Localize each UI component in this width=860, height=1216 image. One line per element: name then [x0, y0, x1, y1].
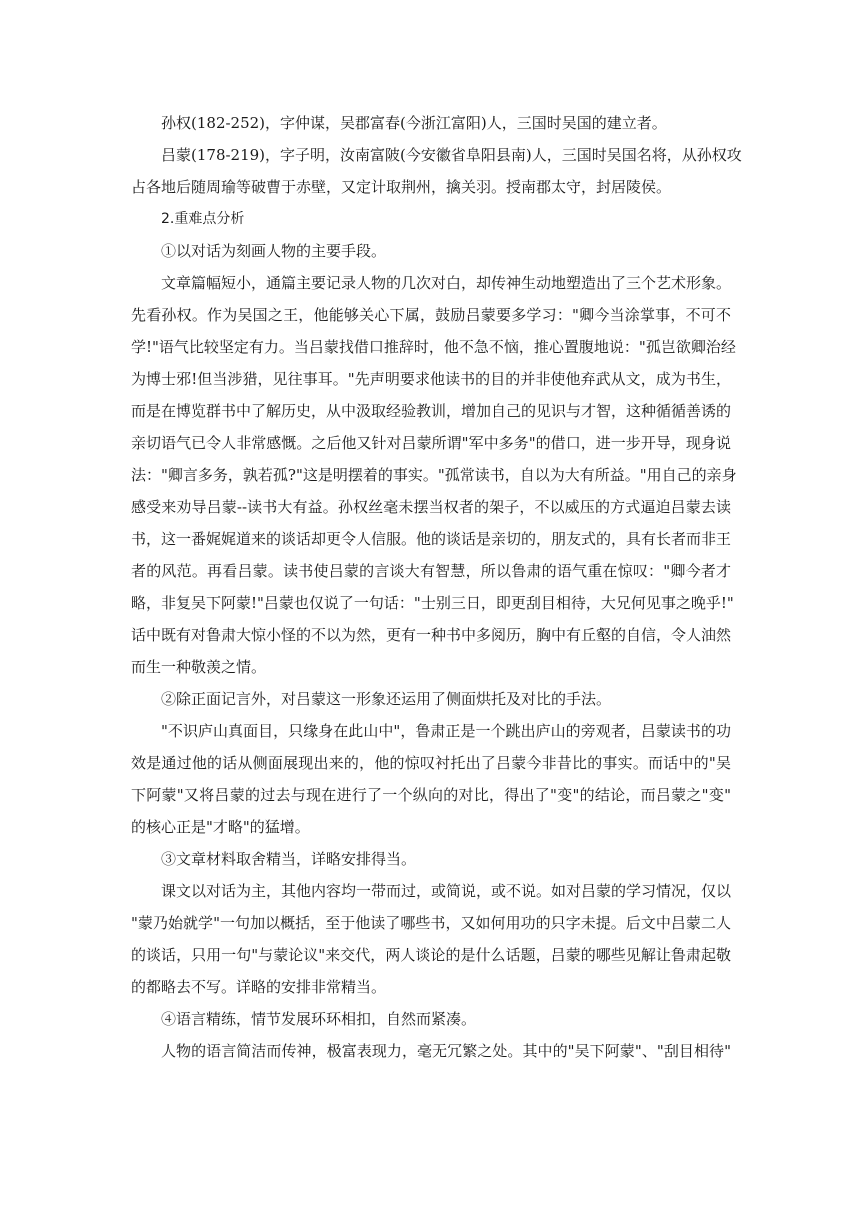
text-line: ①以对话为刻画人物的主要手段。 — [161, 242, 387, 260]
text-line: 书，这一番娓娓道来的谈话却更令人信服。他的谈话是亲切的，朋友式的，具有长者而非王 — [131, 530, 732, 548]
document-body — [131, 107, 742, 1067]
point-heading-1 — [131, 235, 731, 267]
text-line: 孙权(182-252)，字仲谋，吴郡富春(今浙江富阳)人，三国时吴国的建立者。 — [161, 114, 667, 132]
text-line: 的核心正是"才略"的猛增。 — [131, 818, 310, 836]
paragraph-dialogue-analysis — [131, 267, 737, 683]
text-line: 为博士邪!但当涉猎，见往事耳。"先声明要求他读书的目的并非使他弃武从文，成为书生， — [131, 370, 731, 388]
text-line: 吕蒙(178-219)，字子明，汝南富陂(今安徽省阜阳县南)人，三国时吴国名将，从孙权攻 — [161, 146, 742, 164]
text-line: "不识庐山真面目，只缘身在此山中"，鲁肃正是一个跳出庐山的旁观者，吕蒙读书的功 — [161, 722, 731, 740]
text-line: 效是通过他的话从侧面展现出来的，他的惊叹衬托出了吕蒙今非昔比的事实。而话中的"吴 — [131, 754, 731, 772]
paragraph-contrast-analysis — [131, 715, 731, 843]
text-line: 学!"语气比较坚定有力。当吕蒙找借口推辞时，他不急不恼，推心置腹地说："孤岂欲卿治经 — [131, 338, 736, 356]
text-line: 的谈话，只用一句"与蒙论议"来交代，两人谈论的是什么话题，吕蒙的哪些见解让鲁肃起敬 — [131, 946, 731, 964]
text-line: 法："卿言多务，孰若孤?"这是明摆着的事实。"孤常读书，自以为大有所益。"用自己的亲身 — [131, 466, 737, 484]
paragraph-sun-quan-bio — [131, 107, 731, 139]
text-line: 先看孙权。作为吴国之王，他能够关心下属，鼓励吕蒙要多学习："卿今当涂掌事，不可不 — [131, 306, 731, 324]
point-heading-4 — [131, 1003, 731, 1035]
paragraph-material-selection — [131, 875, 731, 1003]
text-line: 感受来劝导吕蒙--读书大有益。孙权丝毫未摆当权者的架子，不以威压的方式逼迫吕蒙去读 — [131, 498, 731, 516]
text-line: ③文章材料取舍精当，详略安排得当。 — [161, 850, 417, 868]
paragraph-language-analysis — [131, 1035, 731, 1067]
text-line: ②除正面记言外，对吕蒙这一形象还运用了侧面烘托及对比的手法。 — [161, 690, 612, 708]
text-line: 者的风范。再看吕蒙。读书使吕蒙的言谈大有智慧，所以鲁肃的语气重在惊叹："卿今者才 — [131, 562, 731, 580]
text-line: 文章篇幅短小，通篇主要记录人物的几次对白，却传神生动地塑造出了三个艺术形象。 — [161, 274, 732, 292]
paragraph-lv-meng-bio — [131, 139, 742, 203]
section-heading-analysis — [131, 203, 731, 235]
text-line: 人物的语言简洁而传神，极富表现力，毫无冗繁之处。其中的"吴下阿蒙"、"刮目相待" — [161, 1042, 731, 1060]
text-line: 话中既有对鲁肃大惊小怪的不以为然，更有一种书中多阅历，胸中有丘壑的自信，令人油然 — [131, 626, 732, 644]
point-heading-2 — [131, 683, 731, 715]
text-line: "蒙乃始就学"一句加以概括，至于他读了哪些书，又如何用功的只字未提。后文中吕蒙二人 — [131, 914, 731, 932]
text-line: 下阿蒙"又将吕蒙的过去与现在进行了一个纵向的对比，得出了"变"的结论，而吕蒙之"变" — [131, 786, 731, 804]
text-line: 而是在博览群书中了解历史，从中汲取经验教训，增加自己的见识与才智，这种循循善诱的 — [131, 402, 732, 420]
text-line: 亲切语气已令人非常感慨。之后他又针对吕蒙所谓"军中多务"的借口，进一步开导，现身说 — [131, 434, 731, 452]
text-line: 略，非复吴下阿蒙!"吕蒙也仅说了一句话："士别三日，即更刮目相待，大兄何见事之晚乎!" — [131, 594, 734, 612]
text-line: ④语言精练，情节发展环环相扣，自然而紧凑。 — [161, 1010, 477, 1028]
text-line: 课文以对话为主，其他内容均一带而过，或简说，或不说。如对吕蒙的学习情况，仅以 — [161, 882, 732, 900]
text-line: 而生一种敬羡之情。 — [131, 658, 267, 676]
heading-text: 2.重难点分析 — [161, 211, 245, 227]
point-heading-3 — [131, 843, 731, 875]
text-line: 的都略去不写。详略的安排非常精当。 — [131, 978, 387, 996]
text-line: 占各地后随周瑜等破曹于赤壁，又定计取荆州，擒关羽。授南郡太守，封居陵侯。 — [131, 178, 672, 196]
